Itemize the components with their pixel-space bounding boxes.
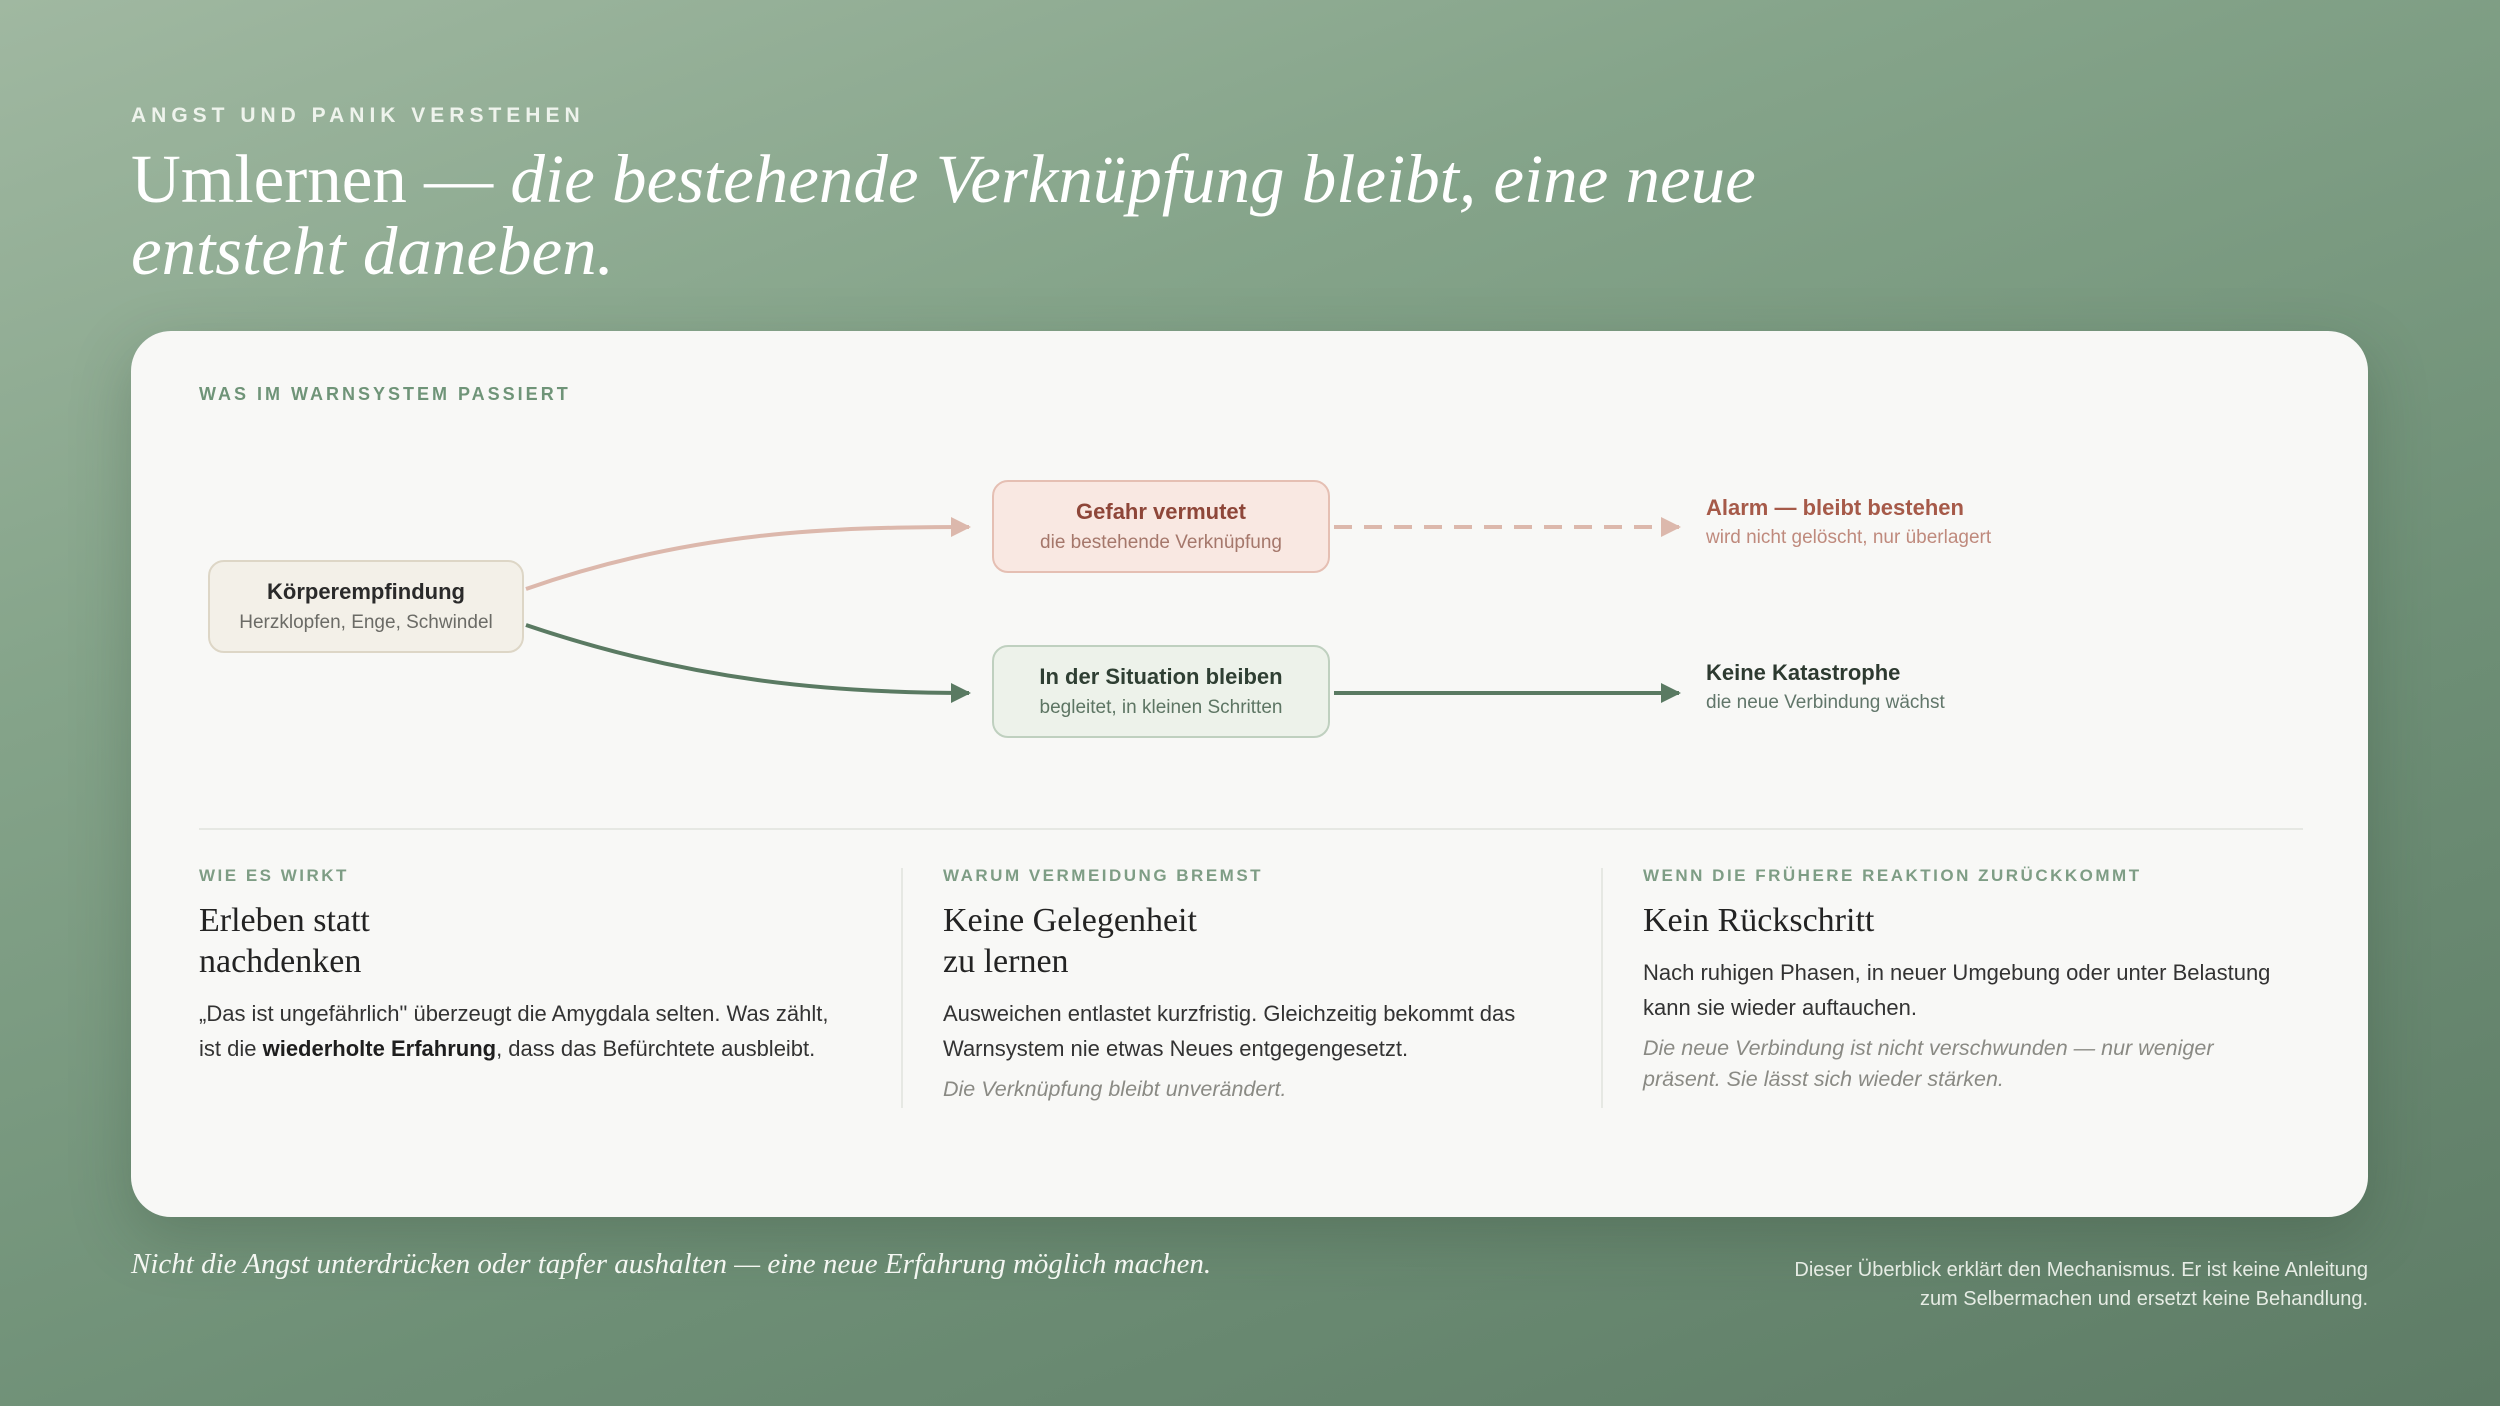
column-heading	[199, 900, 839, 982]
column-kicker: WARUM VERMEIDUNG BREMST	[943, 866, 1264, 885]
column-kein-rueckschritt	[1643, 866, 2283, 1095]
title-italic: die bestehende Verknüpfung bleibt, eine neue entsteht daneben.	[131, 141, 1756, 289]
section-divider	[199, 828, 2303, 830]
outcome-title: Keine Katastrophe	[1706, 660, 1901, 685]
node-title: Gefahr vermutet	[1076, 498, 1246, 524]
node-subtitle: Herzklopfen, Enge, Schwindel	[239, 611, 493, 633]
heading-line-2: nachdenken	[199, 943, 362, 980]
eyebrow: ANGST UND PANIK VERSTEHEN	[131, 104, 585, 127]
arrow-new-start	[526, 625, 969, 693]
column-wie-es-wirkt	[199, 866, 839, 1066]
flow-diagram	[131, 331, 2368, 851]
column-note: Die Verknüpfung bleibt unverändert.	[943, 1077, 1287, 1101]
footer-disclaimer	[1648, 1256, 2368, 1314]
outcome-keine-katastrophe	[1706, 659, 1945, 716]
disclaimer-line-1: Dieser Überblick erklärt den Mechanismus. Er ist keine Anleitung	[1794, 1259, 2368, 1281]
heading-line-1: Erleben statt	[199, 902, 370, 939]
node-title: In der Situation bleiben	[1039, 663, 1283, 689]
arrow-old-start	[526, 527, 969, 589]
column-vermeidung	[943, 866, 1583, 1105]
column-kicker: WIE ES WIRKT	[199, 866, 349, 885]
outcome-subtitle: die neue Verbindung wächst	[1706, 692, 1945, 713]
column-text	[199, 996, 839, 1066]
node-title: Körperempfindung	[267, 578, 465, 604]
column-heading: Kein Rückschritt	[1643, 902, 1875, 939]
node-subtitle: begleitet, in kleinen Schritten	[1039, 696, 1283, 718]
outcome-subtitle: wird nicht gelöscht, nur überlagert	[1706, 527, 1992, 548]
column-text: Nach ruhigen Phasen, in neuer Umgebung oder unter Belastung kann sie wieder auftauchen.	[1643, 960, 2271, 1020]
title-plain: Umlernen —	[131, 141, 494, 217]
node-gefahr-vermutet	[992, 480, 1330, 573]
node-subtitle: die bestehende Verknüpfung	[1040, 531, 1282, 553]
heading-line-2: zu lernen	[943, 943, 1069, 980]
footer-quote: Nicht die Angst unterdrücken oder tapfer aushalten — eine neue Erfahrung möglich machen.	[131, 1248, 1212, 1280]
column-text: Ausweichen entlastet kurzfristig. Gleichzeitig bekommt das Warnsystem nie etwas Neues entgegengesetzt.	[943, 1001, 1516, 1061]
page-title	[131, 143, 1981, 287]
column-separator	[901, 868, 903, 1108]
node-in-der-situation-bleiben	[992, 645, 1330, 738]
column-separator	[1601, 868, 1603, 1108]
column-note: Die neue Verbindung ist nicht verschwunden — nur weniger präsent. Sie lässt sich wieder stärken.	[1643, 1036, 2214, 1091]
outcome-alarm	[1706, 494, 1991, 551]
node-koerperempfindung	[208, 560, 524, 653]
outcome-title: Alarm — bleibt bestehen	[1706, 495, 1964, 520]
warnsystem-card	[131, 331, 2368, 1217]
column-kicker: WENN DIE FRÜHERE REAKTION ZURÜCKKOMMT	[1643, 866, 2142, 885]
text-part: , dass das Befürchtete ausbleibt.	[496, 1036, 816, 1061]
disclaimer-line-2: zum Selbermachen und ersetzt keine Behandlung.	[1919, 1288, 2368, 1310]
heading-line-1: Keine Gelegenheit	[943, 902, 1197, 939]
column-heading	[943, 900, 1583, 982]
text-part: „Das ist ungefährlich" überzeugt die Amygdala selten. Was zählt, ist die	[199, 1001, 829, 1061]
card-label: WAS IM WARNSYSTEM PASSIERT	[199, 384, 571, 404]
text-emphasis: wiederholte Erfahrung	[262, 1036, 497, 1061]
